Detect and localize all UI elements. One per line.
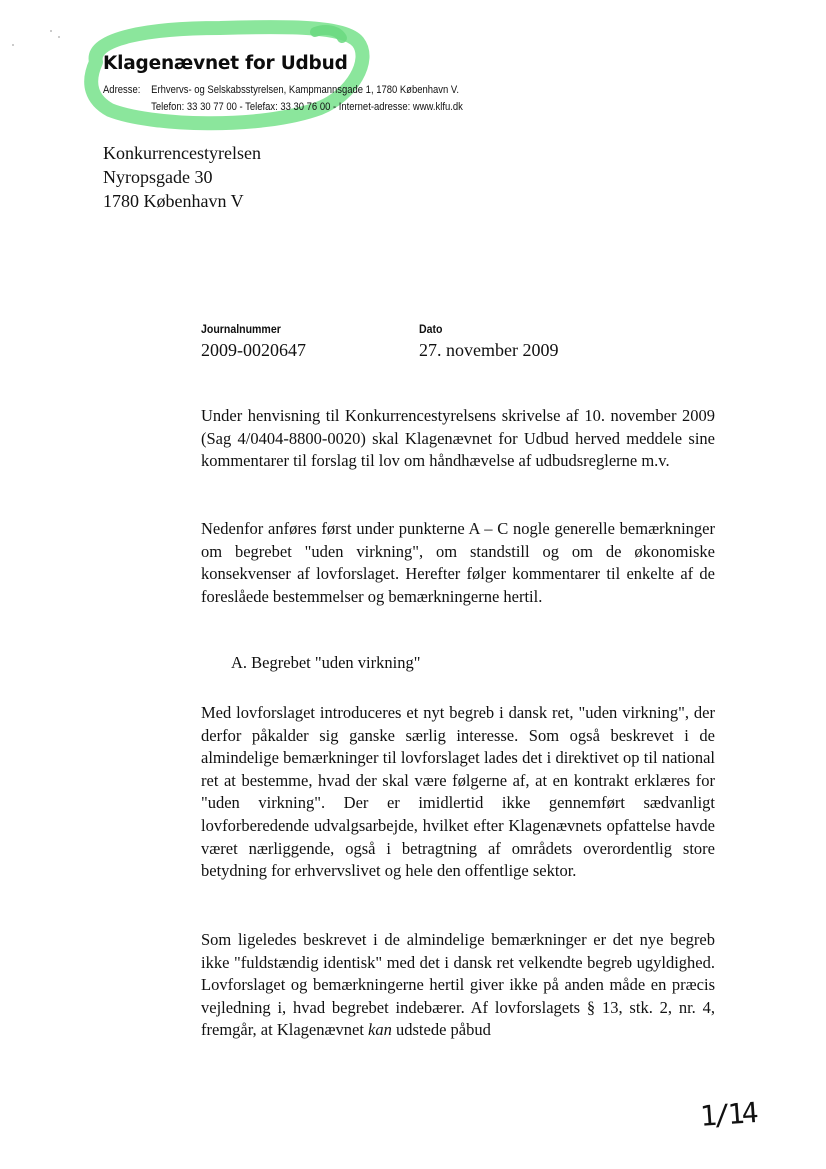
recipient-city: 1780 København V <box>103 191 244 211</box>
paragraph-1: Under henvisning til Konkurrencestyrelsens skrivelse af 10. november 2009 (Sag 4/0404-8800-0020) skal Klagenævnet for Udbud herved meddele sine kommentarer til forslag til lov om håndhævelse af udbudsreglerne m.v. <box>201 406 715 471</box>
scan-speck <box>58 36 60 38</box>
paragraph-3: Med lovforslaget introduceres et nyt begreb i dansk ret, "uden virkning", der derfor påkalder sig ganske særlig interesse. Som også beskrevet i de almindelige bemærkninger til lovforslaget lades det i direktivet op til national ret at bestemme, hvad der skal være følgerne af, at en kontrakt erklæres for "uden virkning". Der er imidlertid ikke gennemført sædvanligt lovforberedende udvalgsarbejde, hvilket efter Klagenævnets opfattelse havde været nærliggende, også i betragtning af områdets overordentlig store betydning for erhvervslivet og hele den offentlige sektor. <box>201 703 715 881</box>
journal-label: Journalnummer <box>201 322 281 336</box>
paragraph-4-emphasis: kan <box>368 1020 392 1040</box>
recipient-name: Konkurrencestyrelsen <box>103 143 261 163</box>
contact-text: Telefon: 33 30 77 00 - Telefax: 33 30 76 00 - Internet-adresse: www.klfu.dk <box>151 101 463 113</box>
green-marker-highlight <box>0 0 826 160</box>
address-label: Adresse: <box>103 84 141 96</box>
section-heading-a: A. Begrebet "uden virkning" <box>231 653 421 672</box>
paragraph-4-text-end: udstede påbud <box>391 1020 491 1040</box>
address-text: Erhvervs- og Selskabsstyrelsen, Kampmannsgade 1, 1780 København V. <box>151 84 459 96</box>
handwritten-page-number: 1/14 <box>698 1096 757 1133</box>
journal-value: 2009-0020647 <box>201 340 306 360</box>
recipient-street: Nyropsgade 30 <box>103 167 213 187</box>
letterhead-address <box>103 84 459 96</box>
scan-speck <box>50 30 52 32</box>
recipient-address <box>103 141 261 213</box>
paragraph-4 <box>201 929 715 1042</box>
letterhead-contact <box>103 101 463 113</box>
paragraph-2: Nedenfor anføres først under punkterne A – C nogle generelle bemærkninger om begrebet "uden virkning", om standstill og om de økonomiske konsekvenser af lovforslaget. Herefter følger kommentarer til enkelte af de foreslåede bestemmelser og bemærkningerne hertil. <box>201 519 715 606</box>
scan-speck <box>12 44 14 46</box>
date-label: Dato <box>419 322 443 336</box>
date-value: 27. november 2009 <box>419 340 559 360</box>
paragraph-4-text: Som ligeledes beskrevet i de almindelige bemærkninger er det nye begreb ikke "fuldstændig identisk" med det i dansk ret velkendte begreb ugyldighed. Lovforslaget og bemærkningerne hertil giver ikke på anden måde en præcis vejledning i, hvad begrebet indebærer. Af lovforslagets § 13, stk. 2, nr. 4, fremgår, at Klagenævnet <box>201 930 715 1040</box>
letterhead-org-name: Klagenævnet for Udbud <box>103 53 348 74</box>
